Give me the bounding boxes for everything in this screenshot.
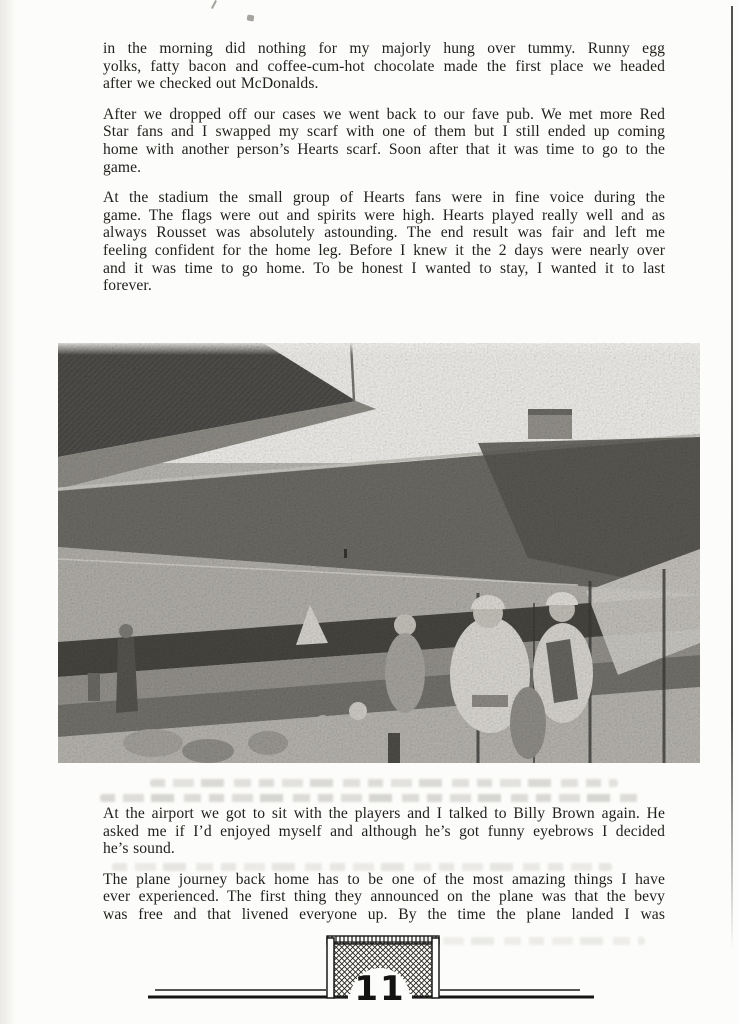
scan-artifact-top-mark [211,0,217,9]
page-footer [130,928,610,1018]
stadium-photograph-graphic [58,343,700,763]
text-line: At the airport we got to sit with the players and I talked to Billy Brown again. He [103,805,665,822]
scan-artifact-left-shadow [0,0,16,1024]
text-line: game. The flags were out and spirits were high. Hearts played really well and as [103,206,665,224]
paragraph [103,106,665,176]
text-line: after we checked out McDonalds. [103,75,319,93]
paragraph [103,805,665,858]
body-paragraphs-top [103,40,665,308]
text-line: feeling confident for the home leg. Before I knew it the 2 days were nearly over [103,241,665,259]
scan-artifact-right-edge-line [731,6,733,950]
text-line: The plane journey back home has to be one of the most amazing things I have [103,870,665,888]
text-line: Star fans and I swapped my scarf with one of them but I still ended up coming [103,123,665,141]
text-line: and it was time to go home. To be honest I wanted to stay, I wanted it to last [103,259,665,277]
text-line: game. [103,158,142,176]
text-line: At the stadium the small group of Hearts fans were in fine voice during the [103,189,665,207]
paragraph [103,40,665,93]
text-line: always Rousset was absolutely astounding. The end result was fair and left me [103,224,665,242]
text-line: home with another person’s Hearts scarf. Soon after that it was time to go to the [103,140,665,158]
text-line: he’s sound. [103,840,175,858]
page-number: 11 [354,969,406,1009]
text-line: forever. [103,277,152,295]
bleedthrough-text [100,794,645,802]
text-line: After we dropped off our cases we went back to our fave pub. We met more Red [103,105,665,123]
body-paragraphs-bottom [103,805,665,937]
bleedthrough-text [150,779,618,787]
text-line: ever experienced. The first thing they announced on the plane was that the bevy [103,888,665,906]
goal-net-icon [130,928,610,1018]
stadium-photo [58,343,700,763]
text-line: asked me if I’d enjoyed myself and although he’s got funny eyebrows I decided [103,822,665,840]
text-line: was free and that livened everyone up. By the time the plane landed I was [103,905,665,923]
scan-artifact-speck [247,14,255,21]
text-line: in the morning did nothing for my majorly hung over tummy. Runny egg [103,40,665,57]
text-line: yolks, fatty bacon and coffee-cum-hot chocolate made the first place we headed [103,57,665,75]
paragraph [103,871,665,924]
paragraph [103,189,665,295]
